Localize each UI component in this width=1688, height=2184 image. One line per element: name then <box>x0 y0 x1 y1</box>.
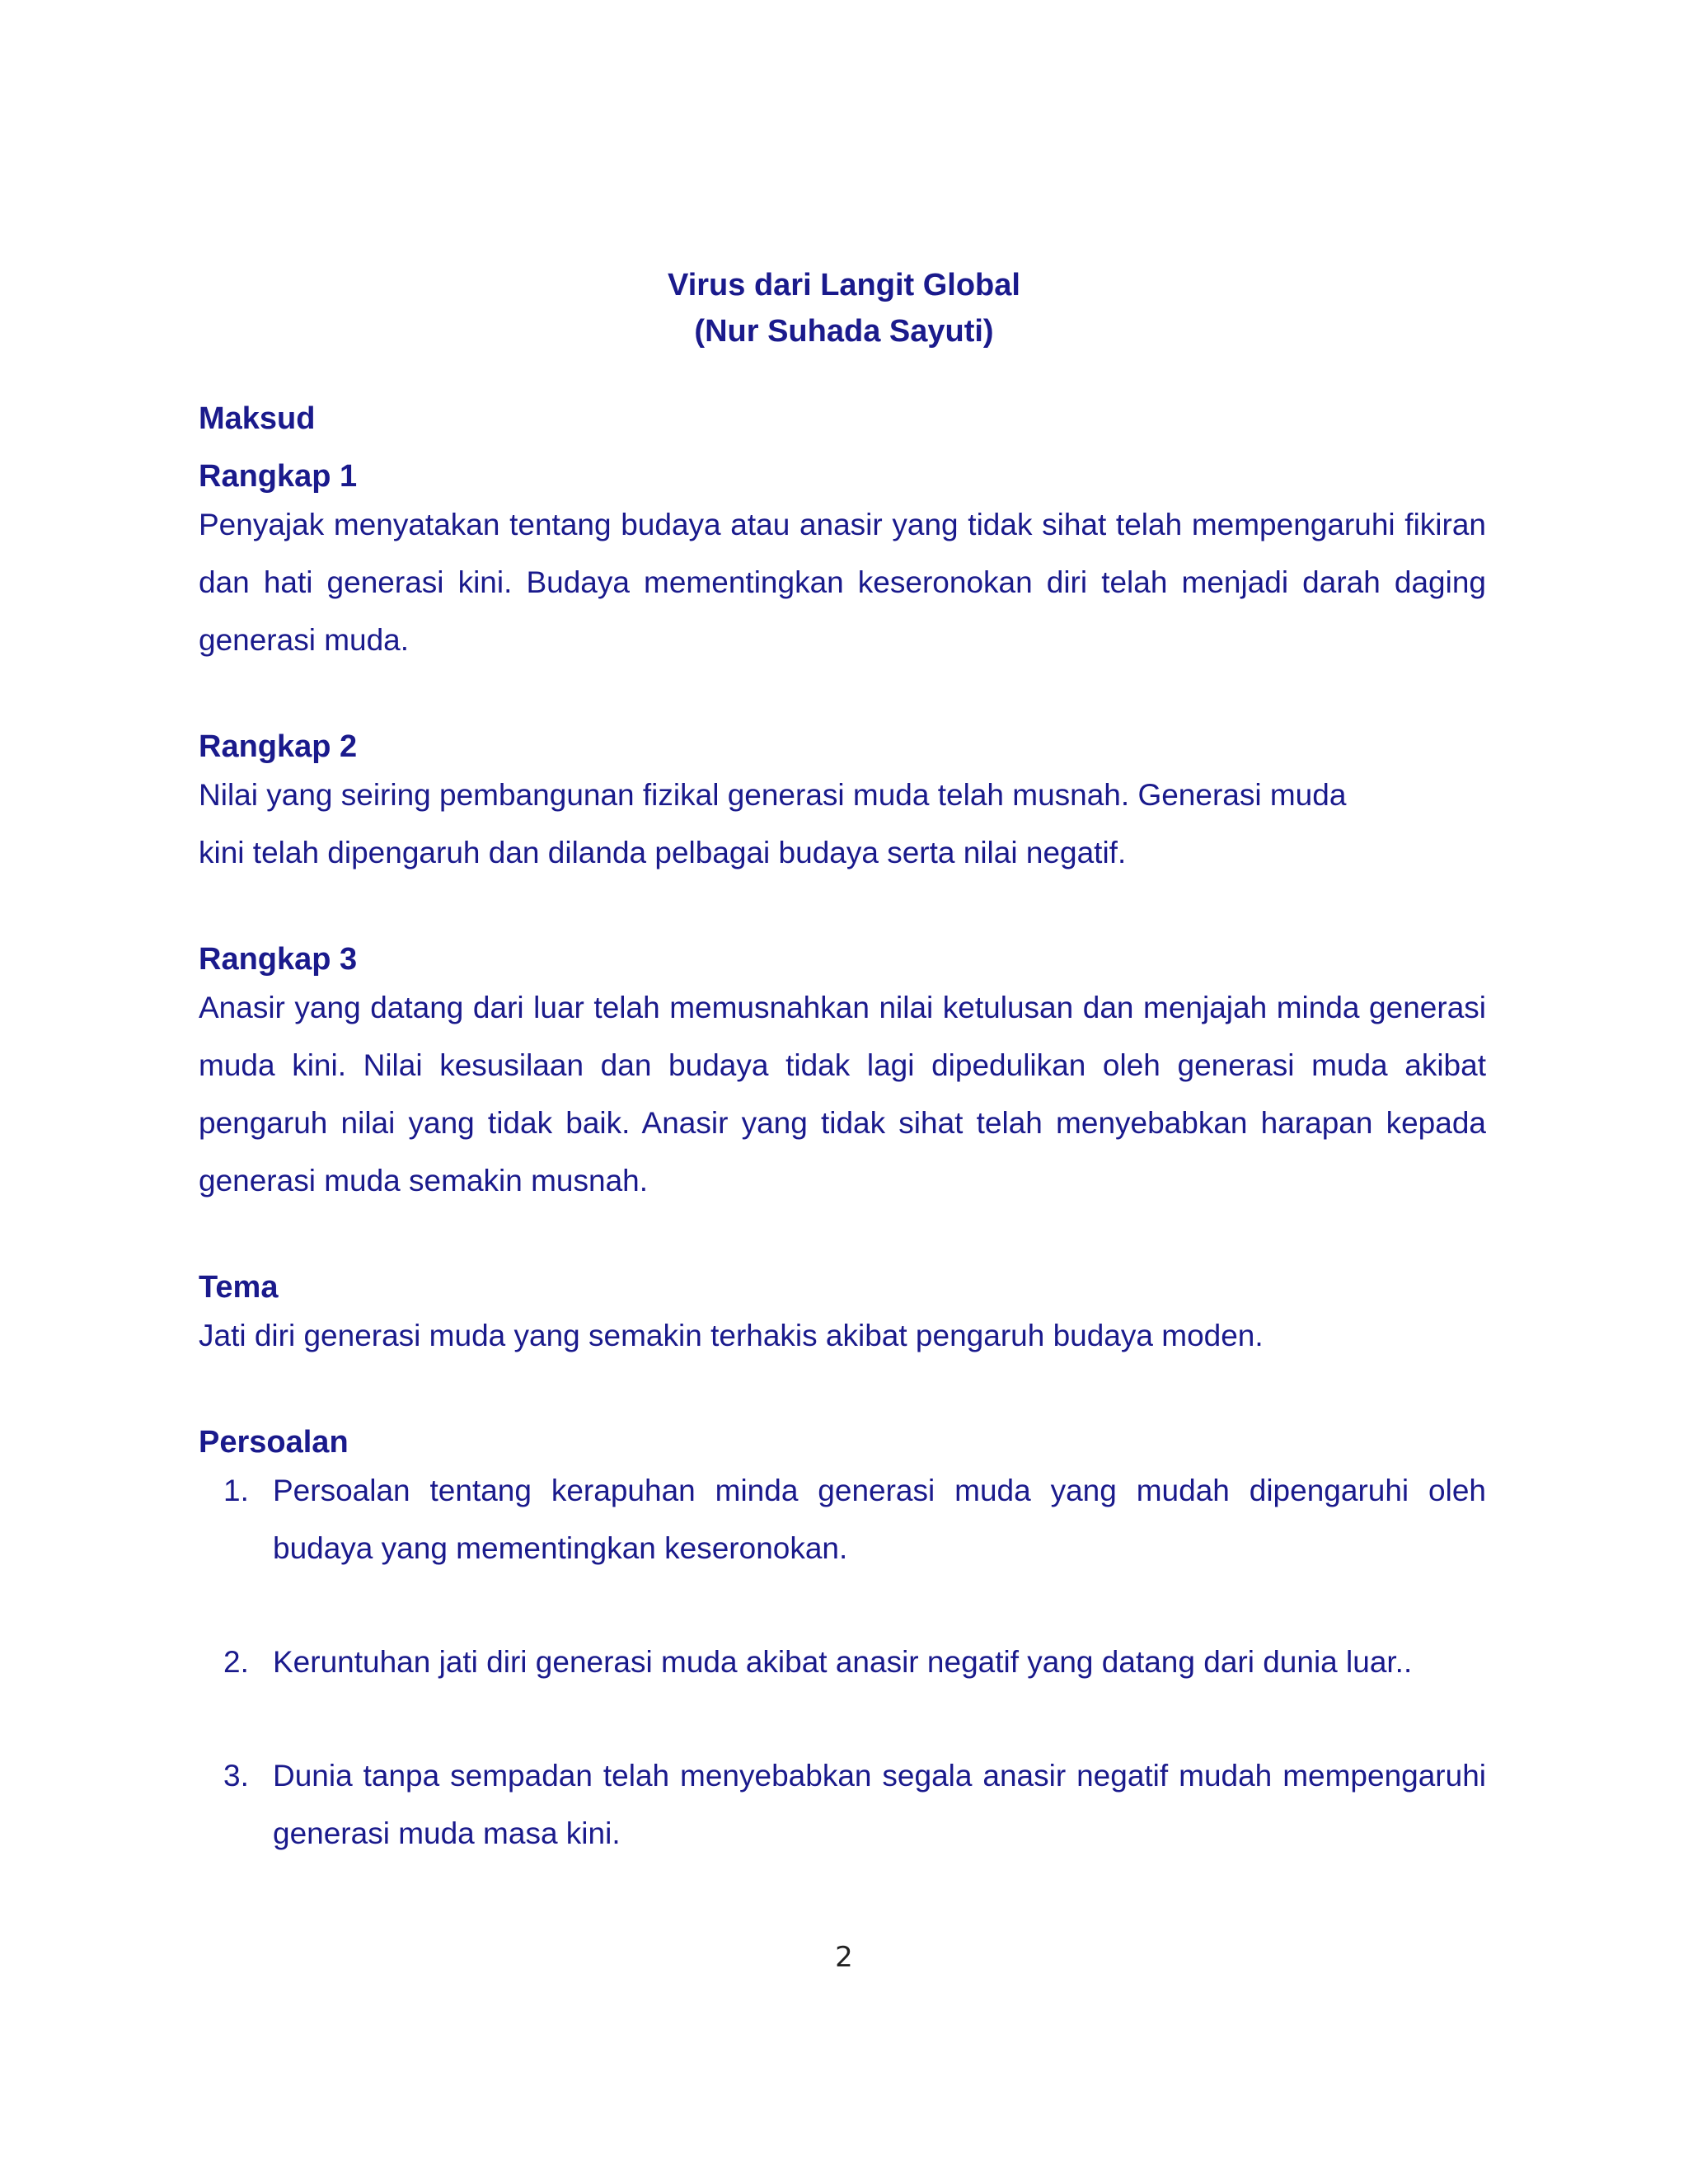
paragraph-tema: Jati diri generasi muda yang semakin terhakis akibat pengaruh budaya moden. <box>199 1319 1264 1352</box>
list-item-text: Keruntuhan jati diri generasi muda akibat anasir negatif yang datang dari dunia luar.. <box>273 1645 1413 1679</box>
list-item-number: 3. <box>223 1759 249 1793</box>
paragraph-rangkap-2-line-2: kini telah dipengaruh dan dilanda pelbagai budaya serta nilai negatif. <box>199 836 1127 869</box>
section-heading-persoalan: Persoalan <box>199 1425 349 1460</box>
page-number: 2 <box>835 1941 853 1974</box>
document-author: (Nur Suhada Sayuti) <box>694 314 994 349</box>
list-item <box>199 1747 1486 1863</box>
list-item-text: Persoalan tentang kerapuhan minda generasi muda yang mudah dipengaruhi oleh budaya yang mementingkan keseronokan. <box>273 1474 1486 1565</box>
subheading-rangkap-1: Rangkap 1 <box>199 459 358 494</box>
subheading-rangkap-2: Rangkap 2 <box>199 729 358 764</box>
title-block <box>0 262 1688 354</box>
paragraph-rangkap-3: Anasir yang datang dari luar telah memusnahkan nilai ketulusan dan menjajah minda generasi muda kini. Nilai kesusilaan dan budaya tidak lagi dipedulikan oleh generasi muda akibat pengaruh nilai yang tidak baik. Anasir yang tidak sihat telah menyebabkan harapan kepada generasi muda semakin musnah. <box>199 991 1486 1197</box>
list-item <box>199 1633 1486 1691</box>
paragraph-rangkap-2-line-1: Nilai yang seiring pembangunan fizikal generasi muda telah musnah. Generasi muda <box>199 778 1347 812</box>
subheading-rangkap-3: Rangkap 3 <box>199 942 358 977</box>
section-heading-maksud: Maksud <box>199 401 316 436</box>
section-heading-tema: Tema <box>199 1270 279 1305</box>
list-item <box>199 1462 1486 1577</box>
list-item-text: Dunia tanpa sempadan telah menyebabkan segala anasir negatif mudah mempengaruhi generasi muda masa kini. <box>273 1759 1486 1850</box>
paragraph-rangkap-2 <box>199 766 1486 882</box>
paragraph-rangkap-1: Penyajak menyatakan tentang budaya atau anasir yang tidak sihat telah mempengaruhi fikiran dan hati generasi kini. Budaya mementingkan keseronokan diri telah menjadi darah daging generasi muda. <box>199 508 1486 657</box>
list-item-number: 2. <box>223 1645 249 1679</box>
persoalan-list <box>199 1462 1486 1863</box>
list-item-number: 1. <box>223 1474 249 1507</box>
document-content <box>199 401 1486 1863</box>
document-title: Virus dari Langit Global <box>668 268 1020 302</box>
